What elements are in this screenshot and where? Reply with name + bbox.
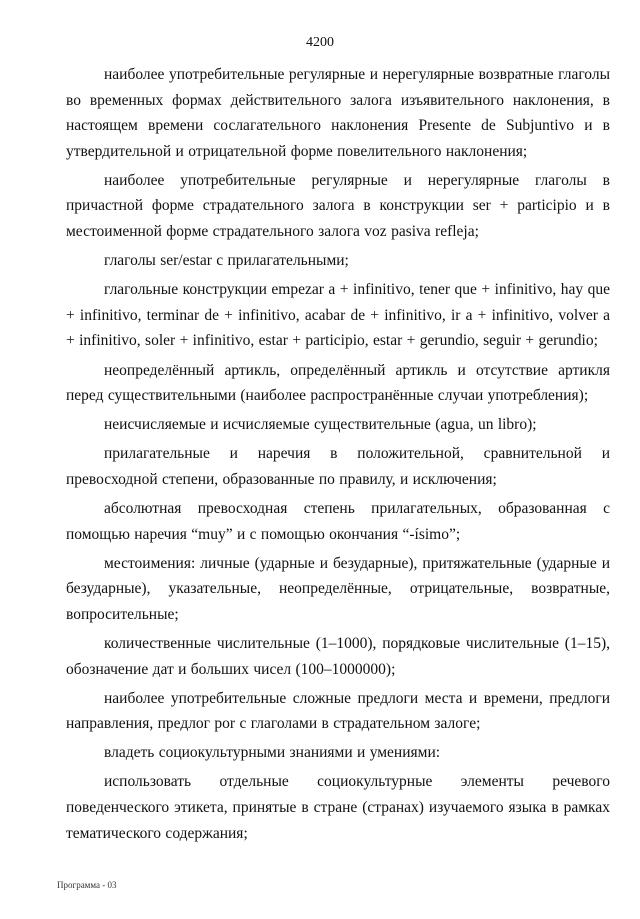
paragraph-numerals: количественные числительные (1–1000), порядковые числительные (1–15), обозначение дат и больших чисел (100–1000000); <box>66 634 610 678</box>
paragraph-sociocultural-elements: использовать отдельные социокультурные элементы речевого поведенческого этикета, принятые в стране (странах) изучаемого языка в рамках тематического содержания; <box>66 773 610 842</box>
paragraph-articles: неопределённый артикль, определённый артикль и отсутствие артикля перед существительными (наиболее распространённые случаи употребления); <box>66 361 610 405</box>
page-number: 4200 <box>306 35 334 50</box>
paragraph-adjectives-adverbs: прилагательные и наречия в положительной, сравнительной и превосходной степени, образованные по правилу, и исключения; <box>66 445 610 488</box>
paragraph-pronouns: местоимения: личные (ударные и безударные), притяжательные (ударные и безударные), указательные, неопределённые, отрицательные, возвратные, вопросительные; <box>66 554 610 623</box>
paragraph-passive-participle: наиболее употребительные регулярные и нерегулярные глаголы в причастной форме страдательного залога в конструкции ser + participio и в местоименной форме страдательного залога voz pasiva refleja; <box>66 171 610 241</box>
paragraph-ser-estar: глаголы ser/estar с прилагательными; <box>104 252 349 270</box>
paragraph-sociocultural-heading: владеть социокультурными знаниями и умениями: <box>104 744 441 762</box>
footer-program-label: Программа - 03 <box>57 880 117 890</box>
paragraph-countable-nouns: неисчисляемые и исчисляемые существительные (agua, un libro); <box>104 416 537 434</box>
paragraph-verb-constructions: глагольные конструкции empezar a + infinitivo, tener que + infinitivo, hay que + infinitivo, terminar de + infinitivo, acabar de + infinitivo, ir a + infinitivo, volver a + infinitivo, soler + infinitivo, estar + participio, estar + gerundio, seguir + gerundio; <box>66 281 610 350</box>
paragraph-superlative: абсолютная превосходная степень прилагательных, образованная с помощью наречия “muy” и с помощью окончания “-ísimo”; <box>66 500 610 543</box>
paragraph-reflexive-verbs: наиболее употребительные регулярные и нерегулярные возвратные глаголы во временных формах действительного залога изъявительного наклонения, в настоящем времени сослагательного наклонения Presente de Subjuntivo и в утвердительной и отрицательной форме повелительного наклонения; <box>66 66 610 160</box>
document-body <box>66 62 610 850</box>
paragraph-prepositions: наиболее употребительные сложные предлоги места и времени, предлоги направления, предлог por с глаголами в страдательном залоге; <box>66 689 610 733</box>
